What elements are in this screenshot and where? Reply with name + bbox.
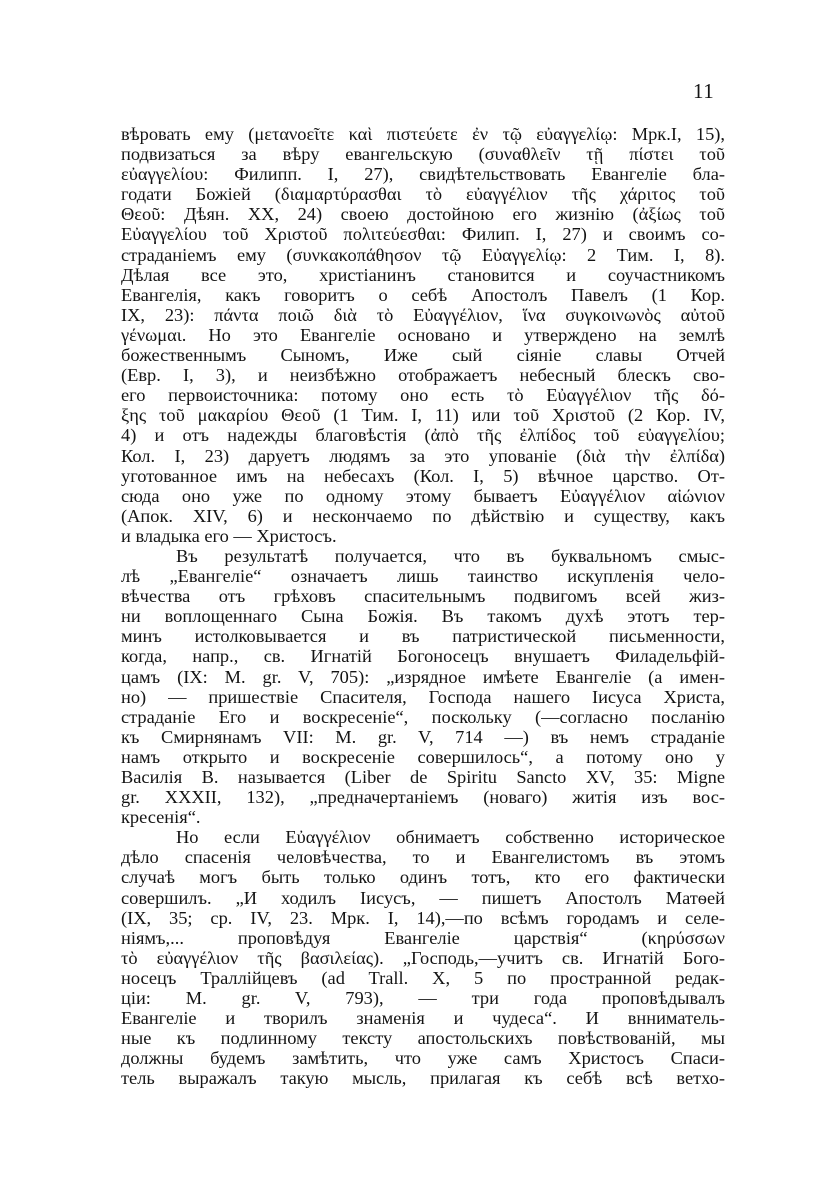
- text-line: Кол. I, 23) даруетъ людямъ за это упованіе (διὰ τὴν ἐλπίδα): [121, 445, 725, 466]
- text-line: божественнымъ Сыномъ, Иже сый сіяніе славы Отчей: [121, 345, 725, 366]
- text-line: (Апок. XIV, 6) и нескончаемо по дѣйствію и существу, какъ: [121, 505, 725, 526]
- text-line: ξης τοῦ μακαρίου Θεοῦ (1 Тим. I, 11) или τοῦ Χριστοῦ (2 Кор. IV,: [121, 405, 725, 426]
- text-line: (Евр. I, 3), и неизбѣжно отображаетъ небесный блескъ сво-: [121, 365, 725, 386]
- text-line: Εὐαγγελίου τοῦ Χριστοῦ πολιτεύεσθαι: Филип. I, 27) и своимъ со-: [121, 224, 725, 245]
- text-line: подвизаться за вѣру евангельскую (συναθλεῖν τῇ πίστει τοῦ: [121, 144, 725, 165]
- text-line: εὐαγγελίου: Филипп. I, 27), свидѣтельствовать Евангеліе бла-: [121, 164, 725, 185]
- text-line: Но если Εὐαγγέλιον обнимаетъ собственно историческое: [176, 827, 725, 848]
- text-line: Евангелія, какъ говоритъ о себѣ Апостолъ Павелъ (1 Кор.: [121, 284, 725, 305]
- text-line: годати Божіей (διαμαρτύρασθαι τὸ εὐαγγέλιον τῆς χάριτος τοῦ: [121, 184, 725, 205]
- text-line: (IX, 35; ср. IV, 23. Мрк. I, 14),—по всѣмъ городамъ и селе-: [121, 907, 725, 928]
- text-line: уготованное имъ на небесахъ (Кол. I, 5) вѣчное царство. От-: [121, 465, 725, 486]
- text-line: Евангеліе и творилъ знаменія и чудеса“. И внниматель-: [121, 1008, 725, 1029]
- text-line: тель выражалъ такую мысль, прилагая къ себѣ всѣ ветхо-: [121, 1068, 725, 1089]
- text-line: къ Смирнянамъ VII: M. gr. V, 714 —) въ немъ страданіе: [121, 726, 725, 747]
- text-line: должны будемъ замѣтить, что уже самъ Христосъ Спаси-: [121, 1048, 725, 1069]
- text-line: ни воплощеннаго Сына Божія. Въ такомъ духѣ этотъ тер-: [121, 606, 725, 627]
- text-line: вѣровать ему (μετανοεῖτε καὶ πιστεύετε ἐν τῷ εὐαγγελίῳ: Мрк.I, 15),: [121, 124, 725, 144]
- text-line: вѣчества отъ грѣховъ спасительнымъ подвигомъ всей жиз-: [121, 586, 725, 607]
- text-line: кресенія“.: [121, 807, 201, 828]
- text-line: его первоисточника: потому оно есть τὸ Εὐαγγέλιον τῆς δό-: [121, 385, 725, 406]
- text-line: лѣ „Евангеліе“ означаетъ лишь таинство искупленія чело-: [121, 566, 725, 587]
- page-number: 11: [693, 79, 715, 103]
- text-line: намъ открыто и воскресеніе совершилось“, а потому оно у: [121, 746, 725, 767]
- text-line: Θεοῦ: Дѣян. XX, 24) своею достойною его жизнію (ἀξίως τοῦ: [121, 204, 725, 225]
- text-line: τὸ εὐαγγέλιον τῆς βασιλείας). „Господь,—учитъ св. Игнатій Бого-: [121, 947, 725, 968]
- text-line: цамъ (IX: M. gr. V, 705): „изрядное имѣете Евангеліе (а имен-: [121, 666, 725, 687]
- text-line: но) — пришествіе Спасителя, Господа нашего Іисуса Христа,: [121, 686, 725, 707]
- text-line: ніямъ,... проповѣдуя Евангеліе царствія“ (κηρύσσων: [121, 927, 725, 948]
- text-line: γένωμαι. Но это Евангеліе основано и утверждено на землѣ: [121, 324, 725, 345]
- text-line: когда, напр., св. Игнатій Богоносецъ внушаетъ Филадельфій-: [121, 646, 725, 667]
- text-line: Василія В. называется (Liber de Spiritu Sancto XV, 35: Migne: [121, 767, 725, 787]
- text-line: носецъ Траллійцевъ (ad Trall. X, 5 по пространной редак-: [121, 967, 725, 988]
- text-line: gr. XXXII, 132), „предначертаніемъ (новаго) житія изъ вос-: [121, 787, 725, 808]
- text-line: и владыка его — Христосъ.: [121, 525, 337, 546]
- text-line: ціи: M. gr. V, 793), — три года проповѣдывалъ: [121, 988, 725, 1009]
- text-line: IX, 23): πάντα ποιῶ διὰ τὸ Εὐαγγέλιον, ἵνα συγκοινωνὸς αὐτοῦ: [121, 304, 725, 325]
- text-line: Въ результатѣ получается, что въ буквальномъ смыс-: [176, 545, 725, 566]
- text-line: дѣло спасенія человѣчества, то и Евангелистомъ въ этомъ: [121, 847, 725, 868]
- text-line: совершилъ. „И ходилъ Іисусъ, — пишетъ Апостолъ Матѳей: [121, 887, 725, 908]
- text-line: минъ истолковывается и въ патристической письменности,: [121, 626, 725, 647]
- body-text: [121, 124, 725, 1089]
- text-line: ные къ подлинному тексту апостольскихъ повѣствованій, мы: [121, 1028, 725, 1049]
- text-line: сюда оно уже по одному этому бываетъ Εὐαγγέλιον αἰώνιον: [121, 485, 725, 506]
- text-line: страданіемъ ему (συνκακοπάθησον τῷ Εὐαγγελίῳ: 2 Тим. I, 8).: [121, 244, 725, 265]
- text-line: Дѣлая все это, христіанинъ становится и соучастникомъ: [121, 264, 725, 285]
- text-line: 4) и отъ надежды благовѣстія (ἀπὸ τῆς ἐλπίδος τοῦ εὐαγγελίου;: [121, 425, 725, 446]
- text-line: случаѣ могъ быть только одинъ тотъ, кто его фактически: [121, 867, 725, 888]
- text-line: страданіе Его и воскресеніе“, поскольку (—согласно посланію: [121, 706, 725, 727]
